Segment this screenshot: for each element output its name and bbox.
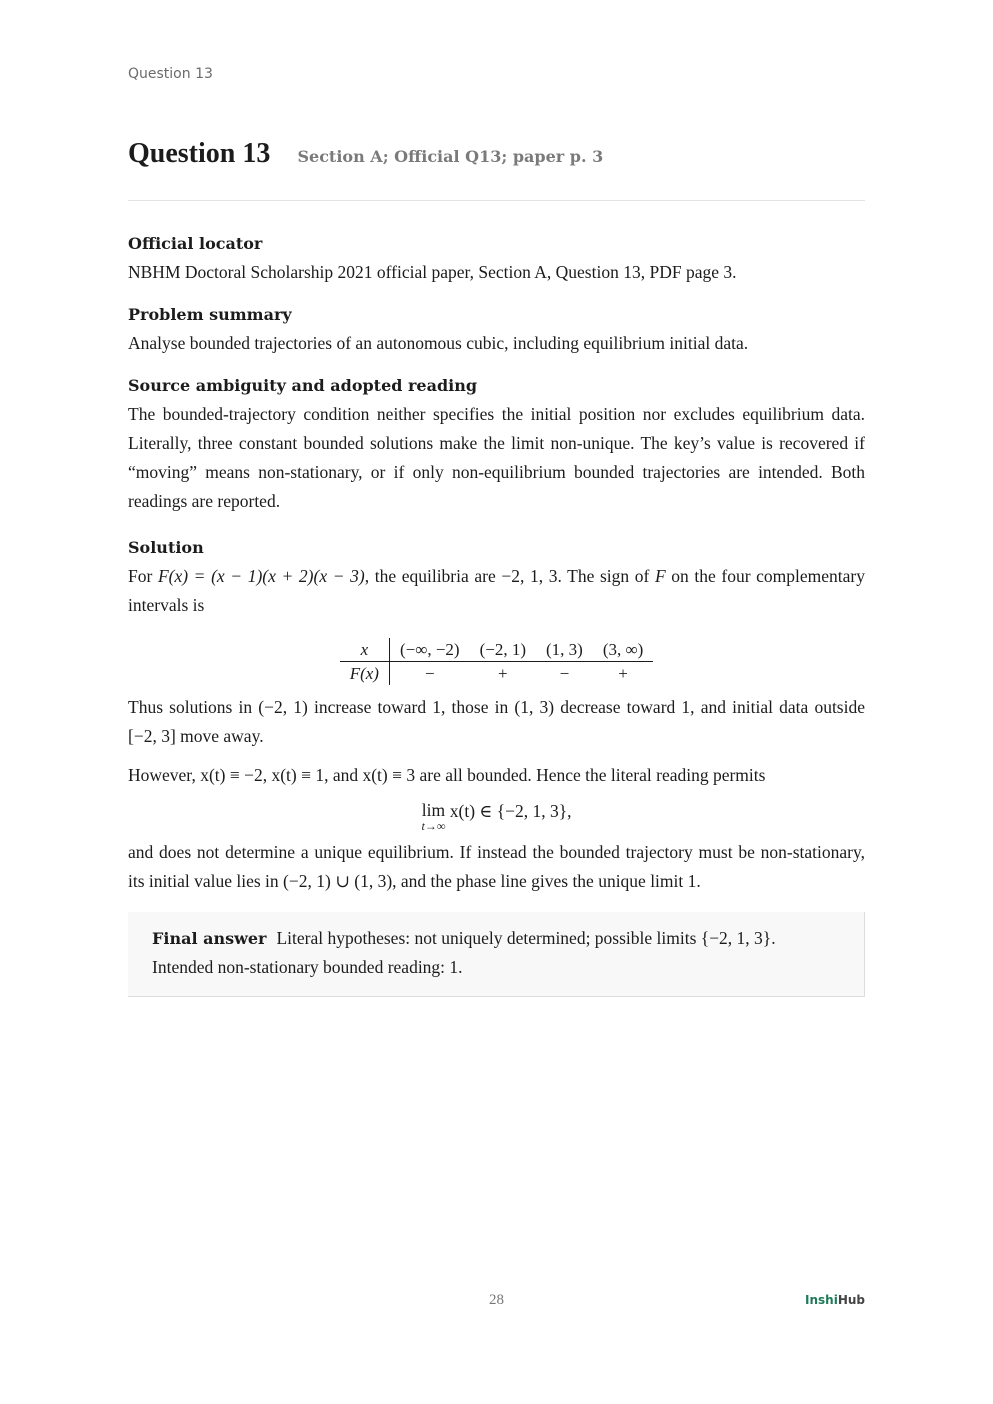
interval-cell: (3, ∞) bbox=[593, 638, 653, 662]
solution-para-3: and does not determine a unique equilibrium. If instead the bounded trajectory must be non-stationary, its initial value lies in (−2, 1) ∪ (1, 3), and the phase line gives the unique limit 1. bbox=[128, 842, 865, 891]
main-content bbox=[128, 232, 865, 997]
sign-cell: + bbox=[618, 664, 628, 683]
locator-text: NBHM Doctoral Scholarship 2021 official paper, Section A, Question 13, PDF page 3. bbox=[128, 262, 737, 282]
sign-table bbox=[340, 638, 654, 685]
table-row-label: x bbox=[340, 638, 390, 662]
page-subtitle: Section A; Official Q13; paper p. 3 bbox=[297, 147, 604, 166]
limit-operator: lim bbox=[421, 800, 446, 820]
final-answer-box bbox=[128, 912, 865, 997]
final-answer-label: Final answer bbox=[152, 929, 267, 948]
page-title: Question 13 bbox=[128, 138, 271, 169]
summary-text: Analyse bounded trajectories of an autonomous cubic, including equilibrium initial data. bbox=[128, 333, 749, 353]
interval-cell: (1, 3) bbox=[536, 638, 593, 662]
equilibria-values: −2, 1, 3 bbox=[501, 566, 558, 586]
solution-heading: Solution bbox=[128, 538, 204, 557]
title-row bbox=[128, 138, 865, 170]
limit-expression: x(t) ∈ {−2, 1, 3}, bbox=[449, 801, 572, 821]
locator-heading: Official locator bbox=[128, 234, 263, 253]
brand-logo: InshiHub bbox=[805, 1293, 865, 1307]
ambiguity-text: The bounded-trajectory condition neither specifies the initial position nor excludes equilibrium data. Literally, three constant bounded solutions make the limit non-unique. The key’s value is recovered if “moving” means non-stationary, or if only non-equilibrium bounded trajectories are intended. Both readings are reported. bbox=[128, 404, 865, 511]
solution-intro: For F(x) = (x − 1)(x + 2)(x − 3), the equilibria are −2, 1, 3. The sign of F on the four complementary intervals is bbox=[128, 566, 865, 615]
sign-cell: − bbox=[559, 664, 570, 683]
ambiguity-heading: Source ambiguity and adopted reading bbox=[128, 376, 478, 395]
running-head: Question 13 bbox=[128, 66, 213, 82]
table-row-label: F(x) bbox=[340, 662, 390, 686]
interval-cell: (−2, 1) bbox=[470, 638, 536, 662]
summary-heading: Problem summary bbox=[128, 305, 292, 324]
page-number: 28 bbox=[489, 1292, 504, 1308]
table-row bbox=[340, 638, 654, 662]
table-row bbox=[340, 662, 654, 686]
cubic-function: F(x) = (x − 1)(x + 2)(x − 3) bbox=[157, 566, 365, 586]
limit-subscript: t→∞ bbox=[421, 819, 446, 833]
title-divider bbox=[128, 200, 865, 201]
solution-para-2: However, x(t) ≡ −2, x(t) ≡ 1, and x(t) ≡ 3 are all bounded. Hence the literal reading permits bbox=[128, 765, 766, 785]
interval-cell: (−∞, −2) bbox=[389, 638, 469, 662]
sign-cell: − bbox=[424, 664, 435, 683]
sign-cell: + bbox=[498, 664, 508, 683]
solution-para-1: Thus solutions in (−2, 1) increase toward 1, those in (1, 3) decrease toward 1, and initial data outside [−2, 3] move away. bbox=[128, 697, 865, 746]
limit-equation bbox=[128, 800, 865, 832]
final-answer-text: Literal hypotheses: not uniquely determined; possible limits {−2, 1, 3}. Intended non-stationary bounded reading: 1. bbox=[152, 928, 776, 977]
